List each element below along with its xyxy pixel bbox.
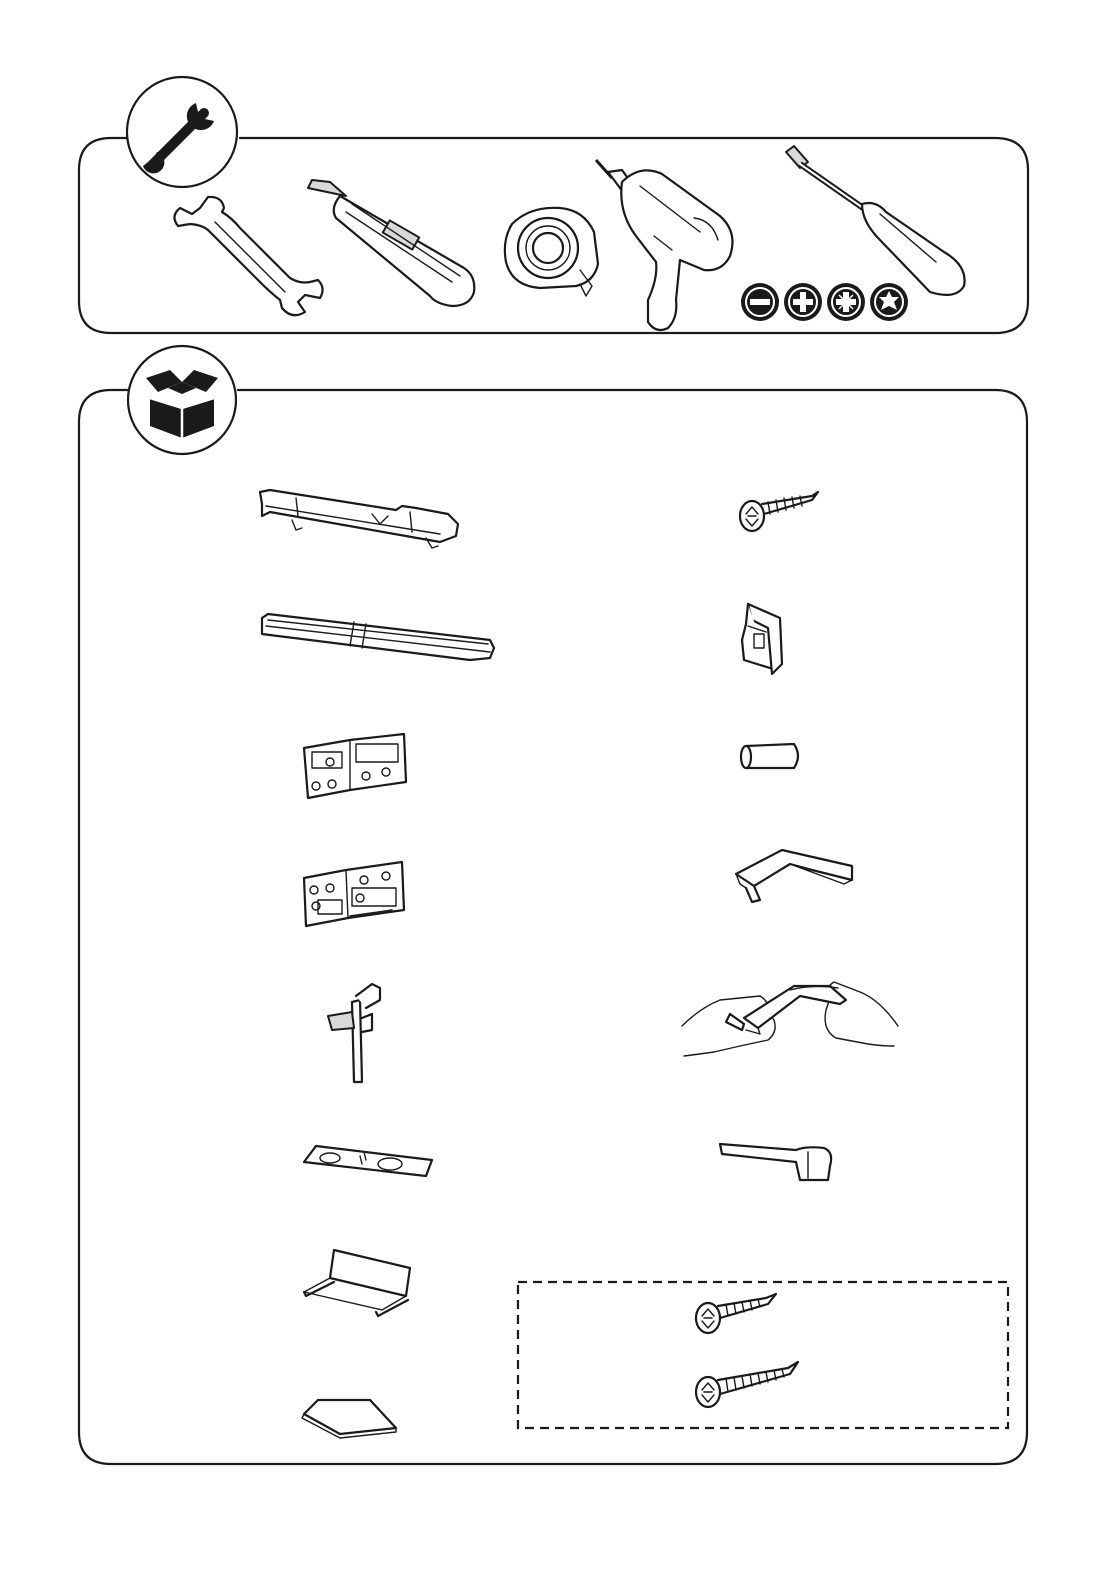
pin-part-icon	[741, 744, 798, 768]
phillips-bit-icon	[784, 283, 822, 321]
utility-knife-icon	[308, 180, 474, 306]
package-contents-panel	[79, 390, 1027, 1464]
package-badge	[128, 346, 236, 454]
slide-rail-part-icon	[262, 614, 494, 660]
slotted-bit-icon	[741, 283, 779, 321]
clip-bending-by-hand-icon	[682, 982, 898, 1056]
hinge-plate-part-icon	[304, 734, 406, 798]
wood-screw-part-icon	[740, 492, 818, 531]
spring-clip-part-icon	[736, 850, 852, 902]
lever-part-icon	[720, 1144, 831, 1180]
short-screw-part-icon	[696, 1294, 776, 1333]
screwdriver-icon	[786, 146, 965, 295]
tape-measure-icon	[505, 208, 598, 296]
flat-plate-part-icon	[304, 1146, 432, 1176]
catch-part-icon	[328, 984, 380, 1082]
cover-cap-part-icon	[302, 1400, 396, 1438]
open-end-wrench-icon	[174, 197, 322, 315]
hinge-plate-alt-part-icon	[304, 862, 404, 926]
angle-bracket-part-icon	[742, 604, 782, 674]
long-screw-part-icon	[696, 1362, 798, 1407]
tools-badge	[127, 77, 237, 187]
torx-bit-icon	[870, 283, 908, 321]
u-bracket-part-icon	[304, 1250, 410, 1316]
screw-bit-types	[741, 283, 908, 321]
pozidriv-bit-icon	[827, 283, 865, 321]
power-drill-icon	[596, 160, 732, 330]
long-bracket-part-icon	[260, 490, 458, 548]
